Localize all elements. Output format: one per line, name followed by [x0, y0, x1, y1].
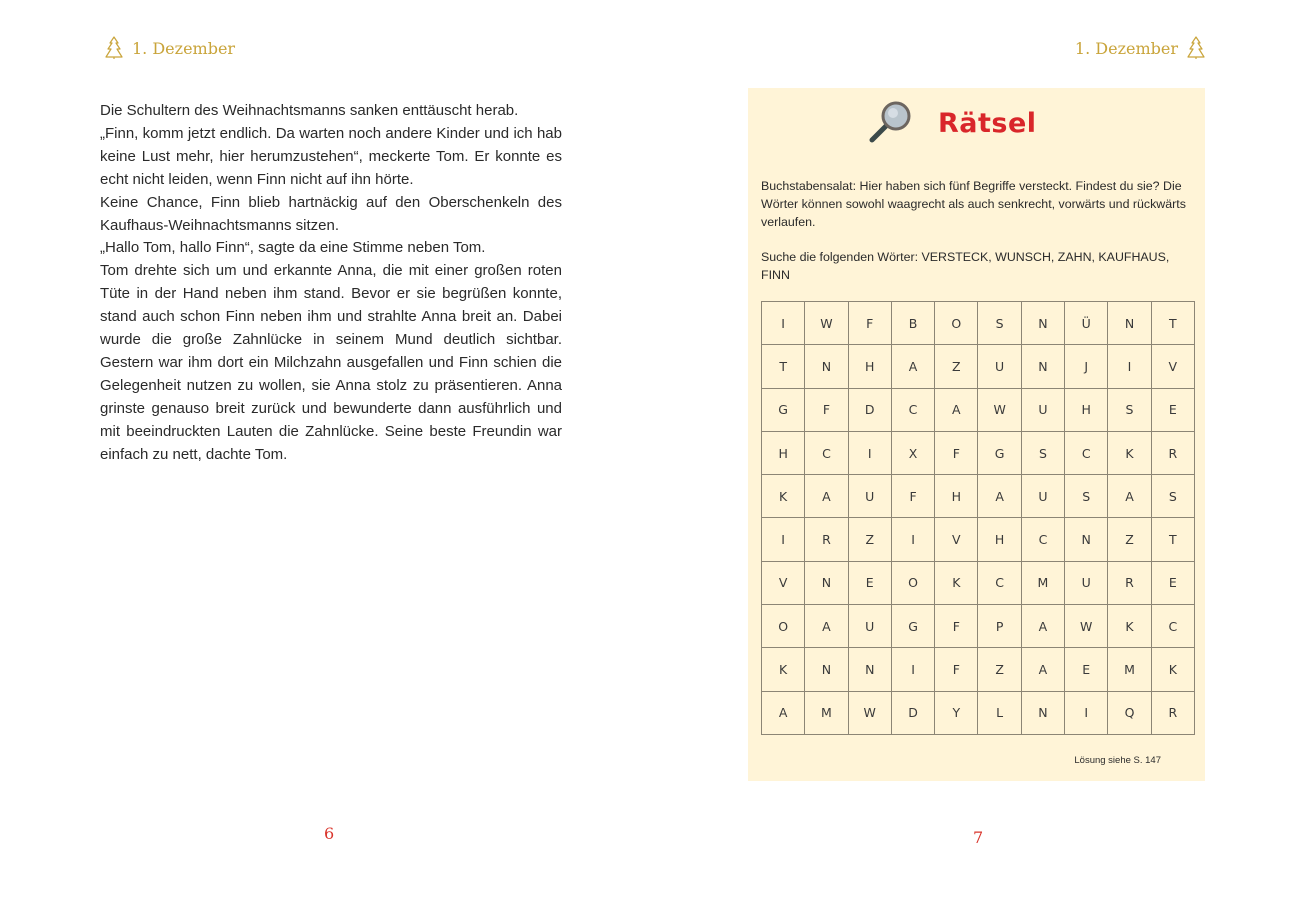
grid-cell: W: [848, 691, 891, 734]
grid-cell: N: [1108, 302, 1151, 345]
grid-cell: F: [935, 431, 978, 474]
grid-cell: S: [1021, 431, 1064, 474]
grid-cell: F: [848, 302, 891, 345]
paragraph: Keine Chance, Finn blieb hartnäckig auf den Oberschenkeln des Kaufhaus-Weihnachtsmanns sitzen.: [100, 193, 562, 234]
grid-cell: A: [805, 605, 848, 648]
grid-cell: U: [978, 345, 1021, 388]
paragraph: Tom drehte sich um und erkannte Anna, die mit einer großen roten Tüte in der Hand neben ihm stand. Bevor er sie begrüßen konnte, stand auch schon Finn neben ihm und strahlte Anna breit an. Dabei wurde die große Zahnlücke in seinem Mund deutlich sichtbar. Gestern war ihm dort ein Milchzahn ausgefallen und Finn schien die Gelegenheit nutzen zu wollen, sie Anna stolz zu präsentieren. Anna grinste genauso breit zurück und bewunderte dann ausführlich und mit beeindruckten Lauten die Zahnlücke. Seine beste Freundin war einfach zu nett, dachte Tom.: [100, 262, 562, 463]
grid-cell: K: [935, 561, 978, 604]
grid-cell: J: [1065, 345, 1108, 388]
paragraph: „Finn, komm jetzt endlich. Da warten noch andere Kinder und ich hab keine Lust mehr, hier herumzustehen“, meckerte Tom. Er konnte es echt nicht leiden, wenn Finn nicht auf ihn hörte.: [100, 124, 562, 188]
grid-cell: O: [935, 302, 978, 345]
grid-cell: H: [762, 431, 805, 474]
grid-cell: O: [762, 605, 805, 648]
grid-cell: H: [848, 345, 891, 388]
grid-row: [762, 648, 1195, 691]
left-page-header: [104, 36, 235, 60]
grid-cell: F: [891, 475, 934, 518]
story-text: [100, 100, 562, 467]
grid-cell: I: [848, 431, 891, 474]
grid-cell: G: [762, 388, 805, 431]
grid-row: [762, 605, 1195, 648]
grid-cell: A: [935, 388, 978, 431]
tree-icon: [1186, 36, 1206, 60]
grid-cell: H: [935, 475, 978, 518]
grid-row: [762, 475, 1195, 518]
grid-cell: F: [935, 648, 978, 691]
grid-cell: C: [1065, 431, 1108, 474]
grid-cell: M: [1108, 648, 1151, 691]
puzzle-title: Rätsel: [938, 107, 1037, 139]
grid-cell: A: [978, 475, 1021, 518]
grid-row: [762, 388, 1195, 431]
grid-cell: E: [1151, 388, 1194, 431]
grid-cell: W: [1065, 605, 1108, 648]
puzzle-panel: [748, 88, 1205, 781]
grid-row: [762, 518, 1195, 561]
grid-cell: U: [1021, 475, 1064, 518]
grid-cell: C: [978, 561, 1021, 604]
grid-cell: K: [1151, 648, 1194, 691]
grid-cell: V: [935, 518, 978, 561]
grid-cell: M: [1021, 561, 1064, 604]
grid-cell: V: [1151, 345, 1194, 388]
grid-row: [762, 345, 1195, 388]
grid-cell: Z: [848, 518, 891, 561]
grid-cell: N: [1021, 691, 1064, 734]
grid-cell: V: [762, 561, 805, 604]
grid-cell: Q: [1108, 691, 1151, 734]
grid-cell: G: [891, 605, 934, 648]
grid-row: [762, 431, 1195, 474]
paragraph: Die Schultern des Weihnachtsmanns sanken enttäuscht herab.: [100, 102, 519, 119]
grid-cell: N: [805, 561, 848, 604]
grid-cell: S: [978, 302, 1021, 345]
grid-cell: Y: [935, 691, 978, 734]
grid-cell: R: [1151, 691, 1194, 734]
grid-cell: S: [1108, 388, 1151, 431]
grid-cell: A: [805, 475, 848, 518]
grid-cell: F: [935, 605, 978, 648]
puzzle-instruction: Suche die folgenden Wörter: VERSTECK, WUNSCH, ZAHN, KAUFHAUS, FINN: [761, 250, 1170, 282]
grid-cell: W: [805, 302, 848, 345]
grid-cell: Ü: [1065, 302, 1108, 345]
grid-cell: U: [1021, 388, 1064, 431]
grid-cell: R: [805, 518, 848, 561]
grid-cell: C: [1021, 518, 1064, 561]
chapter-date: 1. Dezember: [1074, 38, 1178, 58]
grid-cell: I: [762, 518, 805, 561]
grid-cell: M: [805, 691, 848, 734]
grid-cell: R: [1151, 431, 1194, 474]
page-number-right: 7: [973, 828, 984, 847]
grid-cell: T: [1151, 302, 1194, 345]
page-number-left: 6: [324, 824, 335, 843]
grid-cell: Z: [1108, 518, 1151, 561]
grid-cell: I: [762, 302, 805, 345]
grid-cell: Z: [978, 648, 1021, 691]
grid-cell: K: [1108, 605, 1151, 648]
grid-cell: N: [848, 648, 891, 691]
grid-row: [762, 302, 1195, 345]
grid-cell: I: [891, 648, 934, 691]
puzzle-intro: Buchstabensalat: Hier haben sich fünf Begriffe versteckt. Findest du sie? Die Wörter können sowohl waagrecht als auch senkrecht, vorwärts und rückwärts verlaufen.: [761, 179, 1186, 229]
grid-cell: N: [1021, 302, 1064, 345]
grid-cell: U: [848, 605, 891, 648]
grid-cell: P: [978, 605, 1021, 648]
grid-cell: K: [762, 648, 805, 691]
right-page-header: [1075, 36, 1206, 60]
grid-cell: T: [762, 345, 805, 388]
grid-cell: D: [848, 388, 891, 431]
grid-cell: S: [1065, 475, 1108, 518]
grid-cell: I: [1108, 345, 1151, 388]
grid-cell: E: [1151, 561, 1194, 604]
grid-cell: K: [1108, 431, 1151, 474]
grid-cell: L: [978, 691, 1021, 734]
grid-cell: E: [848, 561, 891, 604]
grid-cell: C: [1151, 605, 1194, 648]
grid-cell: I: [1065, 691, 1108, 734]
grid-row: [762, 691, 1195, 734]
grid-cell: G: [978, 431, 1021, 474]
grid-cell: U: [1065, 561, 1108, 604]
grid-cell: A: [1021, 648, 1064, 691]
grid-cell: N: [1021, 345, 1064, 388]
grid-cell: I: [891, 518, 934, 561]
grid-cell: X: [891, 431, 934, 474]
grid-cell: U: [848, 475, 891, 518]
chapter-date: 1. Dezember: [132, 38, 236, 58]
grid-cell: A: [891, 345, 934, 388]
grid-cell: N: [805, 345, 848, 388]
grid-cell: N: [805, 648, 848, 691]
solution-note: Lösung siehe S. 147: [1074, 755, 1161, 766]
paragraph: „Hallo Tom, hallo Finn“, sagte da eine Stimme neben Tom.: [100, 239, 486, 257]
grid-cell: D: [891, 691, 934, 734]
word-search-grid: [761, 301, 1195, 735]
grid-cell: A: [1108, 475, 1151, 518]
grid-cell: R: [1108, 561, 1151, 604]
grid-cell: C: [891, 388, 934, 431]
grid-cell: O: [891, 561, 934, 604]
grid-cell: W: [978, 388, 1021, 431]
grid-cell: A: [1021, 605, 1064, 648]
grid-cell: K: [762, 475, 805, 518]
grid-cell: E: [1065, 648, 1108, 691]
grid-cell: H: [978, 518, 1021, 561]
grid-cell: Z: [935, 345, 978, 388]
grid-cell: T: [1151, 518, 1194, 561]
grid-cell: S: [1151, 475, 1194, 518]
grid-cell: N: [1065, 518, 1108, 561]
magnifier-icon: [864, 100, 916, 146]
grid-cell: C: [805, 431, 848, 474]
grid-cell: F: [805, 388, 848, 431]
grid-cell: H: [1065, 388, 1108, 431]
grid-cell: B: [891, 302, 934, 345]
puzzle-title-row: [864, 100, 1037, 146]
grid-row: [762, 561, 1195, 604]
tree-icon: [104, 36, 124, 60]
grid-cell: A: [762, 691, 805, 734]
